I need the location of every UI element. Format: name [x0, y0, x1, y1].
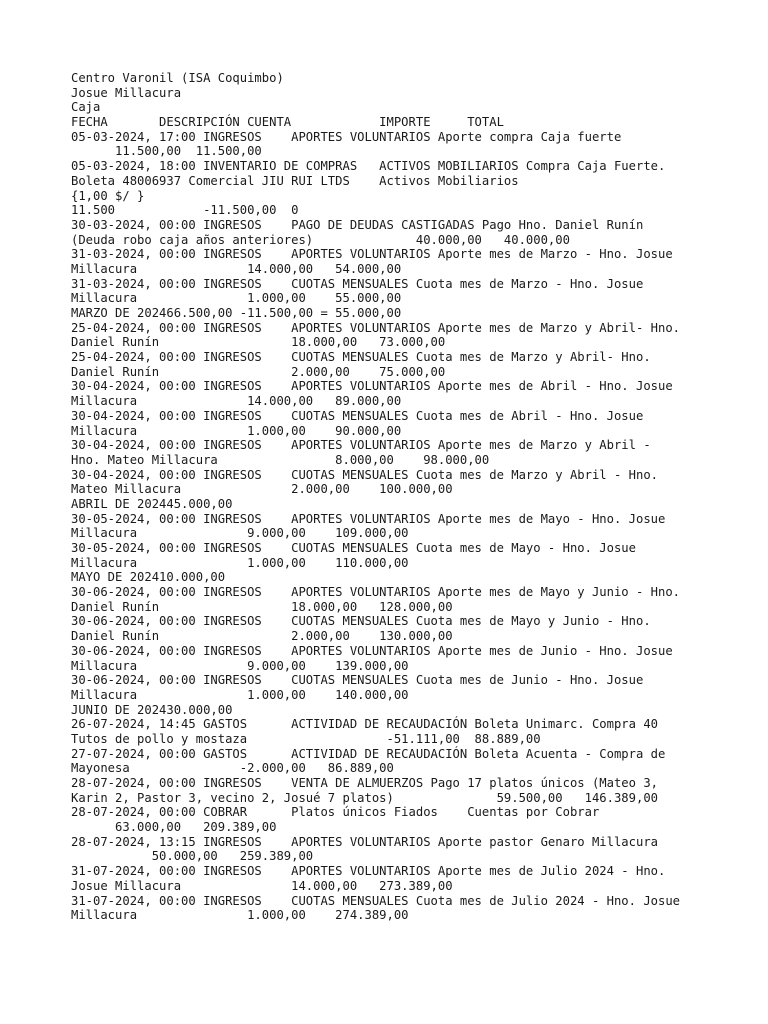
document-line: Millacura 9.000,00 109.000,00 — [71, 526, 409, 541]
document-line: 05-03-2024, 18:00 INVENTARIO DE COMPRAS ACTIVOS MOBILIARIOS Compra Caja Fuerte. — [71, 159, 666, 174]
document-line: 30-05-2024, 00:00 INGRESOS CUOTAS MENSUALES Cuota mes de Mayo - Hno. Josue — [71, 541, 636, 555]
document-line: 28-07-2024, 00:00 INGRESOS VENTA DE ALMUERZOS Pago 17 platos únicos (Mateo 3, — [71, 776, 658, 790]
document-line: 27-07-2024, 00:00 GASTOS ACTIVIDAD DE RECAUDACIÓN Boleta Acuenta - Compra de — [71, 746, 666, 761]
document-line: 11.500,00 11.500,00 — [71, 144, 262, 159]
document-line: 31-03-2024, 00:00 INGRESOS CUOTAS MENSUALES Cuota mes de Marzo - Hno. Josue — [71, 276, 644, 291]
document-line: 30-04-2024, 00:00 INGRESOS APORTES VOLUNTARIOS Aporte mes de Marzo y Abril - — [71, 438, 651, 453]
document-line: FECHA DESCRIPCIÓN CUENTA IMPORTE TOTAL — [71, 115, 504, 130]
document-line: 30-06-2024, 00:00 INGRESOS APORTES VOLUNTARIOS Aporte mes de Mayo y Junio - Hno. — [71, 585, 681, 600]
document-line: {1,00 $/ } — [71, 188, 145, 203]
document-line: JUNIO DE 202430.000,00 — [71, 702, 233, 717]
document-line: 30-04-2024, 00:00 INGRESOS CUOTAS MENSUALES Cuota mes de Marzo y Abril - Hno. — [71, 467, 658, 482]
document-line: 30-06-2024, 00:00 INGRESOS APORTES VOLUNTARIOS Aporte mes de Junio - Hno. Josue — [71, 643, 673, 658]
document-line: (Deuda robo caja años anteriores) 40.000,00 40.000,00 — [71, 232, 570, 247]
document-line: 25-04-2024, 00:00 INGRESOS CUOTAS MENSUALES Cuota mes de Marzo y Abril- Hno. — [71, 350, 651, 365]
document-line: Josue Millacura — [71, 85, 182, 100]
document-line: 30-06-2024, 00:00 INGRESOS CUOTAS MENSUALES Cuota mes de Junio - Hno. Josue — [71, 673, 644, 688]
document-line: Millacura 14.000,00 54.000,00 — [71, 261, 402, 276]
document-line: Daniel Runín 2.000,00 75.000,00 — [71, 364, 446, 379]
document-line: MAYO DE 202410.000,00 — [71, 570, 226, 585]
document-line: 30-06-2024, 00:00 INGRESOS CUOTAS MENSUALES Cuota mes de Mayo y Junio - Hno. — [71, 614, 651, 629]
document-line: Millacura 1.000,00 110.000,00 — [71, 555, 409, 570]
document-line: Daniel Runín 18.000,00 73.000,00 — [71, 335, 446, 350]
document-line: 30-05-2024, 00:00 INGRESOS APORTES VOLUNTARIOS Aporte mes de Mayo - Hno. Josue — [71, 511, 666, 526]
document-line: Millacura 1.000,00 90.000,00 — [71, 423, 402, 438]
document-line: 30-03-2024, 00:00 INGRESOS PAGO DE DEUDAS CASTIGADAS Pago Hno. Daniel Runín — [71, 217, 644, 232]
document-line: 30-04-2024, 00:00 INGRESOS CUOTAS MENSUALES Cuota mes de Abril - Hno. Josue — [71, 408, 644, 423]
document-line: Millacura 1.000,00 274.389,00 — [71, 908, 409, 923]
document-line: MARZO DE 202466.500,00 -11.500,00 = 55.000,00 — [71, 306, 402, 320]
document-line: Millacura 14.000,00 89.000,00 — [71, 394, 402, 409]
document-line: 26-07-2024, 14:45 GASTOS ACTIVIDAD DE RECAUDACIÓN Boleta Unimarc. Compra 40 — [71, 717, 658, 732]
document-line: Mateo Millacura 2.000,00 100.000,00 — [71, 482, 453, 497]
document-line: Mayonesa -2.000,00 86.889,00 — [71, 761, 394, 776]
document-line: Karin 2, Pastor 3, vecino 2, Josué 7 platos) 59.500,00 146.389,00 — [71, 790, 658, 805]
document-line: ABRIL DE 202445.000,00 — [71, 496, 233, 511]
document-line: Hno. Mateo Millacura 8.000,00 98.000,00 — [71, 452, 490, 467]
document-line: 30-04-2024, 00:00 INGRESOS APORTES VOLUNTARIOS Aporte mes de Abril - Hno. Josue — [71, 379, 673, 394]
document-line: 50.000,00 259.389,00 — [71, 849, 314, 864]
document-line: 63.000,00 209.389,00 — [71, 820, 277, 835]
document-line: Daniel Runín 2.000,00 130.000,00 — [71, 629, 453, 644]
document-line: 28-07-2024, 00:00 COBRAR Platos únicos Fiados Cuentas por Cobrar — [71, 805, 600, 820]
document-line: 25-04-2024, 00:00 INGRESOS APORTES VOLUNTARIOS Aporte mes de Marzo y Abril- Hno. — [71, 320, 681, 335]
document-line: Josue Millacura 14.000,00 273.389,00 — [71, 878, 453, 893]
ledger-document — [71, 71, 761, 923]
document-line: Caja — [71, 100, 101, 115]
document-line: 05-03-2024, 17:00 INGRESOS APORTES VOLUNTARIOS Aporte compra Caja fuerte — [71, 129, 622, 144]
document-line: Millacura 1.000,00 55.000,00 — [71, 291, 402, 306]
document-line: Millacura 9.000,00 139.000,00 — [71, 658, 409, 673]
document-line: Millacura 1.000,00 140.000,00 — [71, 687, 409, 702]
document-line: 28-07-2024, 13:15 INGRESOS APORTES VOLUNTARIOS Aporte pastor Genaro Millacura — [71, 834, 658, 849]
document-line: 31-07-2024, 00:00 INGRESOS APORTES VOLUNTARIOS Aporte mes de Julio 2024 - Hno. — [71, 864, 666, 879]
document-line: Tutos de pollo y mostaza -51.111,00 88.889,00 — [71, 731, 541, 746]
document-line: 31-03-2024, 00:00 INGRESOS APORTES VOLUNTARIOS Aporte mes de Marzo - Hno. Josue — [71, 247, 673, 262]
document-line: Daniel Runín 18.000,00 128.000,00 — [71, 599, 453, 614]
document-line: 31-07-2024, 00:00 INGRESOS CUOTAS MENSUALES Cuota mes de Julio 2024 - Hno. Josue — [71, 893, 681, 908]
document-line: Boleta 48006937 Comercial JIU RUI LTDS Activos Mobiliarios — [71, 173, 519, 188]
document-line: 11.500 -11.500,00 0 — [71, 203, 299, 218]
document-line: Centro Varonil (ISA Coquimbo) — [71, 71, 284, 85]
